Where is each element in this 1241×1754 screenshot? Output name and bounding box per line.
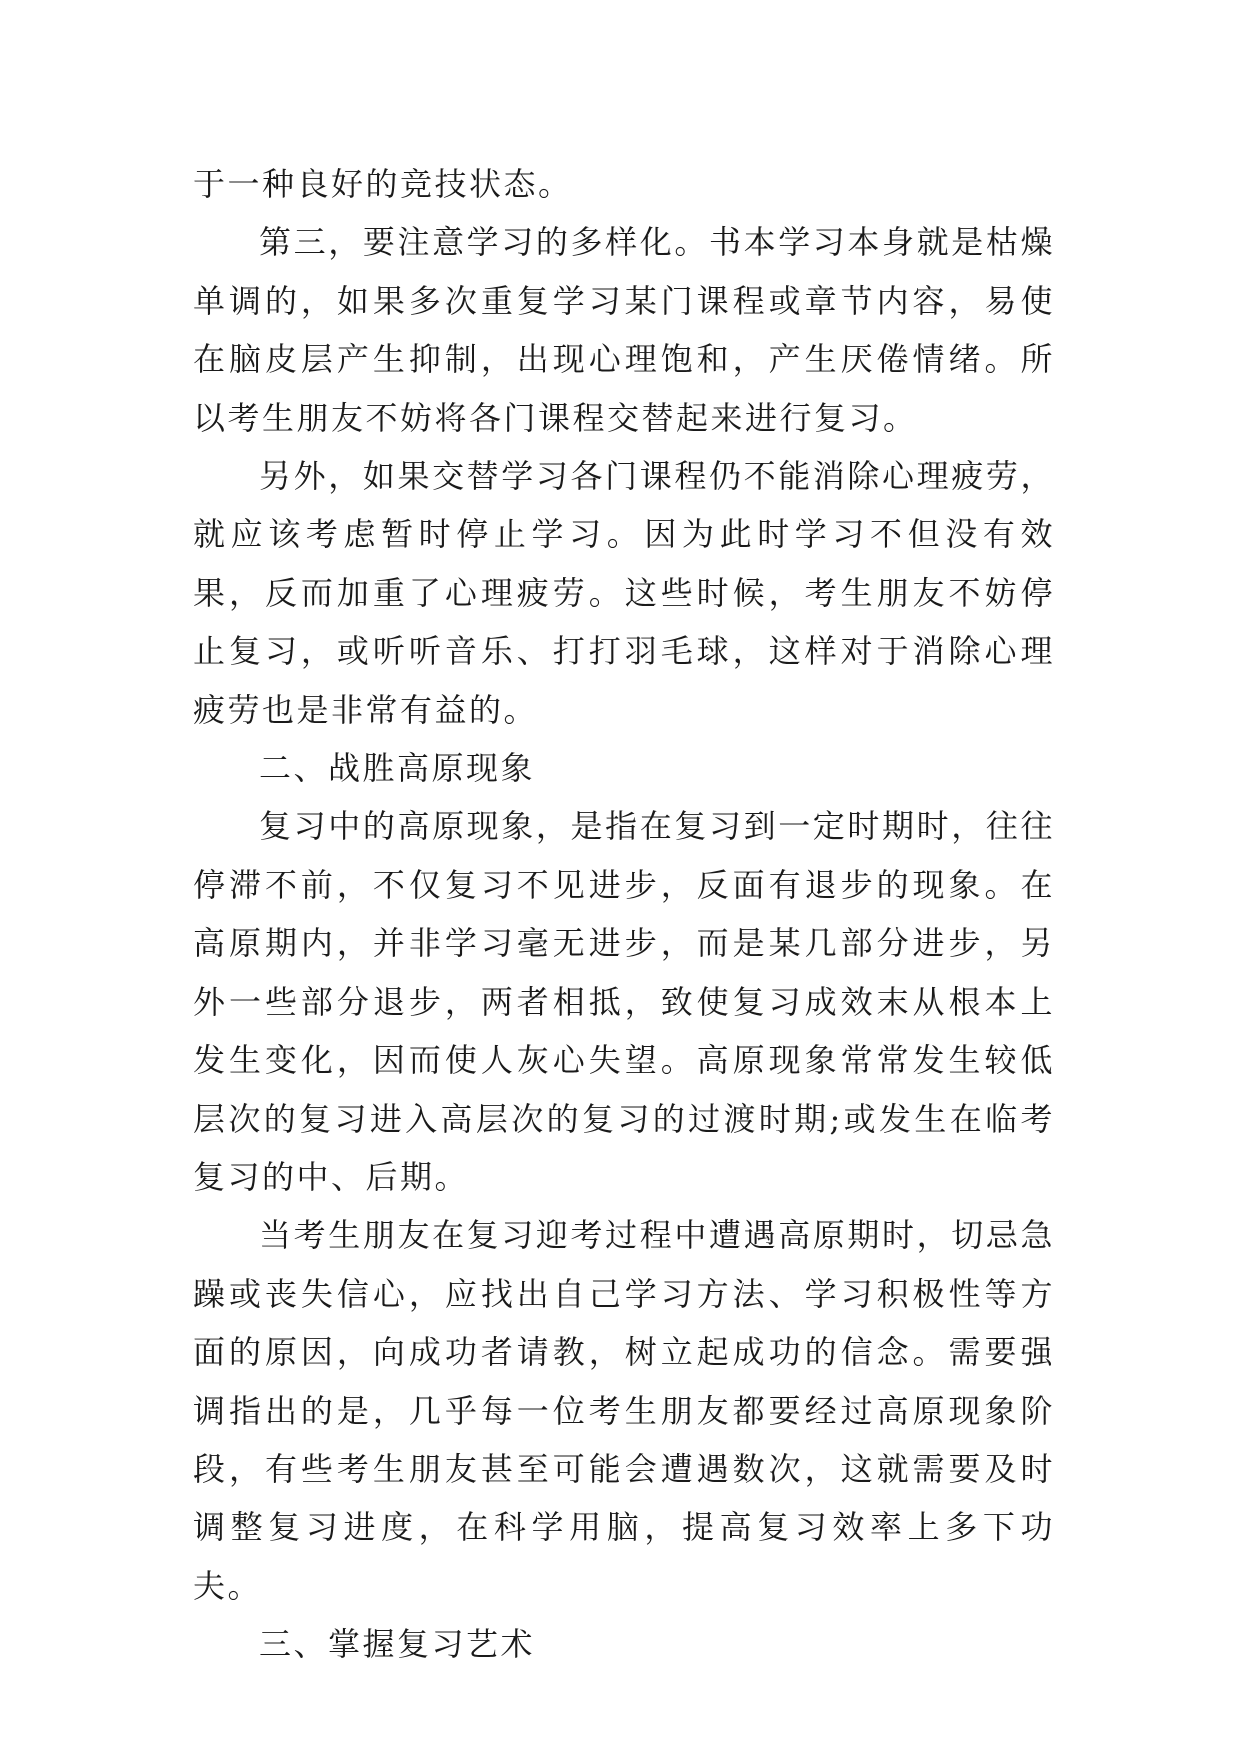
paragraph-plateau-definition: 复习中的高原现象，是指在复习到一定时期时，往往停滞不前，不仅复习不见进步，反面有退步的现象。在高原期内，并非学习毫无进步，而是某几部分进步，另外一些部分退步，两者相抵，致使复习成效末从根本上发生变化，因而使人灰心失望。高原现象常常发生较低层次的复习进入高层次的复习的过渡时期;或发生在临考复习的中、后期。: [193, 807, 1055, 1196]
paragraph-plateau-advice: 当考生朋友在复习迎考过程中遭遇高原期时，切忌急躁或丧失信心，应找出自己学习方法、学习积极性等方面的原因，向成功者请教，树立起成功的信念。需要强调指出的是，几乎每一位考生朋友都要经过高原现象阶段，有些考生朋友甚至可能会遭遇数次，这就需要及时调整复习进度，在科学用脑，提高复习效率上多下功夫。: [193, 1216, 1055, 1605]
document-body: [193, 155, 1055, 1674]
paragraph-variety: 第三，要注意学习的多样化。书本学习本身就是枯燥单调的，如果多次重复学习某门课程或章节内容，易使在脑皮层产生抑制，出现心理饱和，产生厌倦情绪。所以考生朋友不妨将各门课程交替起来进行复习。: [193, 223, 1055, 437]
paragraph-continuation: 于一种良好的竞技状态。: [193, 165, 573, 203]
section-heading-review-art: 三、掌握复习艺术: [259, 1625, 536, 1664]
paragraph-rest: 另外，如果交替学习各门课程仍不能消除心理疲劳，就应该考虑暂时停止学习。因为此时学习不但没有效果，反而加重了心理疲劳。这些时候，考生朋友不妨停止复习，或听听音乐、打打羽毛球，这样对于消除心理疲劳也是非常有益的。: [193, 457, 1055, 729]
section-heading-plateau: 二、战胜高原现象: [259, 749, 536, 788]
